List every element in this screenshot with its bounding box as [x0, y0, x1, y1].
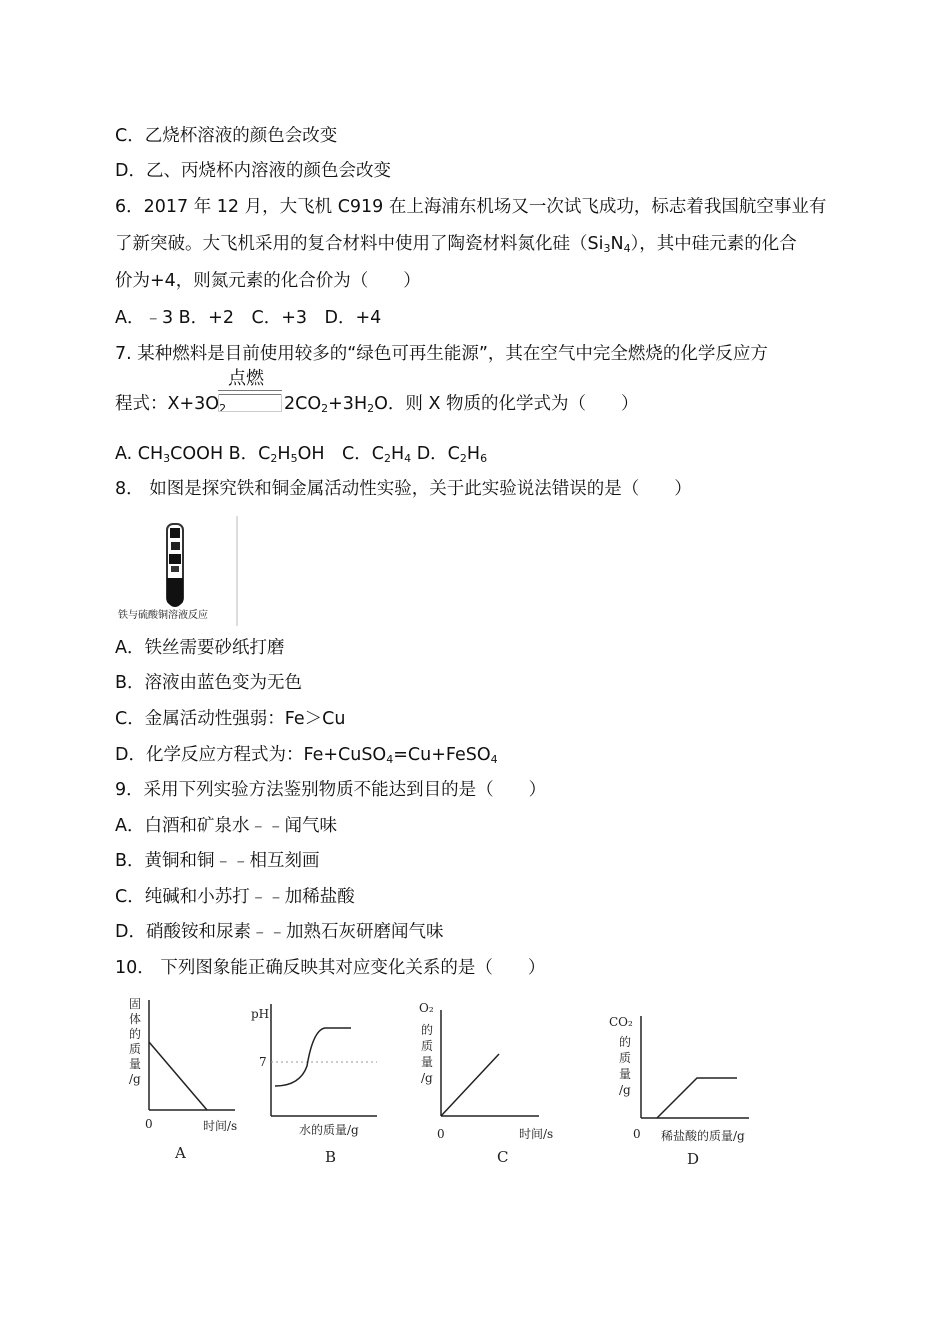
q9-option-a: A．白酒和矿泉水﹣﹣闻气味 — [115, 816, 337, 836]
q5-option-d: D．乙、丙烧杯内溶液的颜色会改变 — [115, 161, 391, 181]
svg-text:量: 量 — [421, 1055, 434, 1069]
graph-d-xlabel: 稀盐酸的质量/g — [661, 1129, 745, 1143]
graph-a-ylabel — [129, 997, 141, 1086]
q6-stem-line2: 了新突破。大飞机采用的复合材料中使用了陶瓷材料氮化硅$(Si_3N_4)$，其中硅元素的化合 — [115, 234, 797, 255]
svg-text:质: 质 — [619, 1051, 632, 1065]
graph-c-ylabel — [419, 1001, 434, 1085]
graph-c-caption: C — [497, 1148, 509, 1166]
graph-b — [251, 1004, 377, 1166]
graph-c-xlabel: 时间/s — [519, 1127, 554, 1141]
q9-option-c: C．纯碱和小苏打﹣﹣加稀盐酸 — [115, 887, 355, 907]
q6-stem-line1: 6．2017 年 12 月，大飞机 C919 在上海浦东机场又一次试飞成功，标志着我国航空事业有 — [115, 197, 827, 217]
q9-stem: 9．采用下列实验方法鉴别物质不能达到目的是（ ） — [115, 780, 547, 800]
q7-options: A. $CH_3COOH$ B．$C_2H_5OH$ C．$C_2H_4$ D．$C_2H_6$ — [115, 444, 488, 465]
figure-caption: 铁与硫酸铜溶液反应 — [118, 610, 208, 621]
q7-stem-line1: 7. 某种燃料是目前使用较多的“绿色可再生能源”，其在空气中完全燃烧的化学反应方 — [115, 344, 768, 364]
svg-text:O₂: O₂ — [419, 1001, 434, 1015]
graph-c-origin: 0 — [437, 1127, 445, 1141]
reaction-condition-box — [218, 364, 282, 412]
graph-b-tick: 7 — [259, 1055, 267, 1069]
graph-b-xlabel: 水的质量/g — [299, 1123, 359, 1137]
graph-d-ylabel — [609, 1015, 633, 1097]
svg-text:/g: /g — [421, 1071, 433, 1085]
q8-stem: 8． 如图是探究铁和铜金属活动性实验，关于此实验说法错误的是（ ） — [115, 479, 692, 499]
graph-d — [609, 1015, 749, 1168]
graph-b-caption: B — [325, 1148, 337, 1166]
graph-b-ylabel: pH — [251, 1007, 270, 1021]
reaction-condition: 点燃 — [228, 368, 264, 389]
svg-text:质: 质 — [421, 1039, 434, 1053]
q7-equation-left: 程式：$X+3O_2$ — [115, 394, 227, 415]
q8-option-d: D．化学反应方程式为：Fe+CuSO$_4$=Cu+FeSO$_4$ — [115, 745, 498, 766]
graph-a — [129, 997, 237, 1162]
svg-text:量: 量 — [619, 1067, 632, 1081]
svg-text:量: 量 — [129, 1057, 142, 1071]
svg-text:/g: /g — [619, 1083, 631, 1097]
graph-a-caption: A — [175, 1144, 186, 1162]
svg-text:/g: /g — [129, 1072, 141, 1086]
svg-text:CO₂: CO₂ — [609, 1015, 633, 1029]
q10-graphs — [115, 990, 795, 1170]
q8-option-b: B．溶液由蓝色变为无色 — [115, 673, 303, 693]
graph-d-caption: D — [687, 1150, 700, 1168]
graph-d-origin: 0 — [633, 1127, 641, 1141]
q9-option-b: B．黄铜和铜﹣﹣相互刻画 — [115, 851, 320, 871]
q10-stem: 10． 下列图象能正确反映其对应变化关系的是（ ） — [115, 958, 546, 978]
q8-option-c: C．金属活动性强弱：Fe＞Cu — [115, 709, 346, 729]
q6-options: A．﹣3 B．+2 C．+3 D．+4 — [115, 308, 382, 328]
svg-text:的: 的 — [421, 1023, 434, 1037]
test-tube-figure — [115, 514, 240, 630]
q8-option-a: A．铁丝需要砂纸打磨 — [115, 638, 285, 658]
graph-c — [419, 1001, 553, 1166]
q6-stem-line3: 价为+4，则氮元素的化合价为（ ） — [115, 271, 421, 291]
q9-option-d: D．硝酸铵和尿素﹣﹣加熟石灰研磨闻气味 — [115, 922, 444, 942]
svg-text:体: 体 — [129, 1012, 142, 1026]
graph-a-origin: 0 — [145, 1117, 153, 1131]
graph-a-xlabel: 时间/s — [203, 1119, 238, 1133]
q7-equation-right: $2CO_2+3H_2O$．则 X 物质的化学式为（ ） — [284, 394, 639, 415]
svg-text:的: 的 — [129, 1027, 142, 1041]
q5-option-c: C．乙烧杯溶液的颜色会改变 — [115, 126, 338, 146]
svg-text:的: 的 — [619, 1035, 632, 1049]
svg-text:质: 质 — [129, 1042, 142, 1056]
svg-text:固: 固 — [129, 997, 142, 1011]
